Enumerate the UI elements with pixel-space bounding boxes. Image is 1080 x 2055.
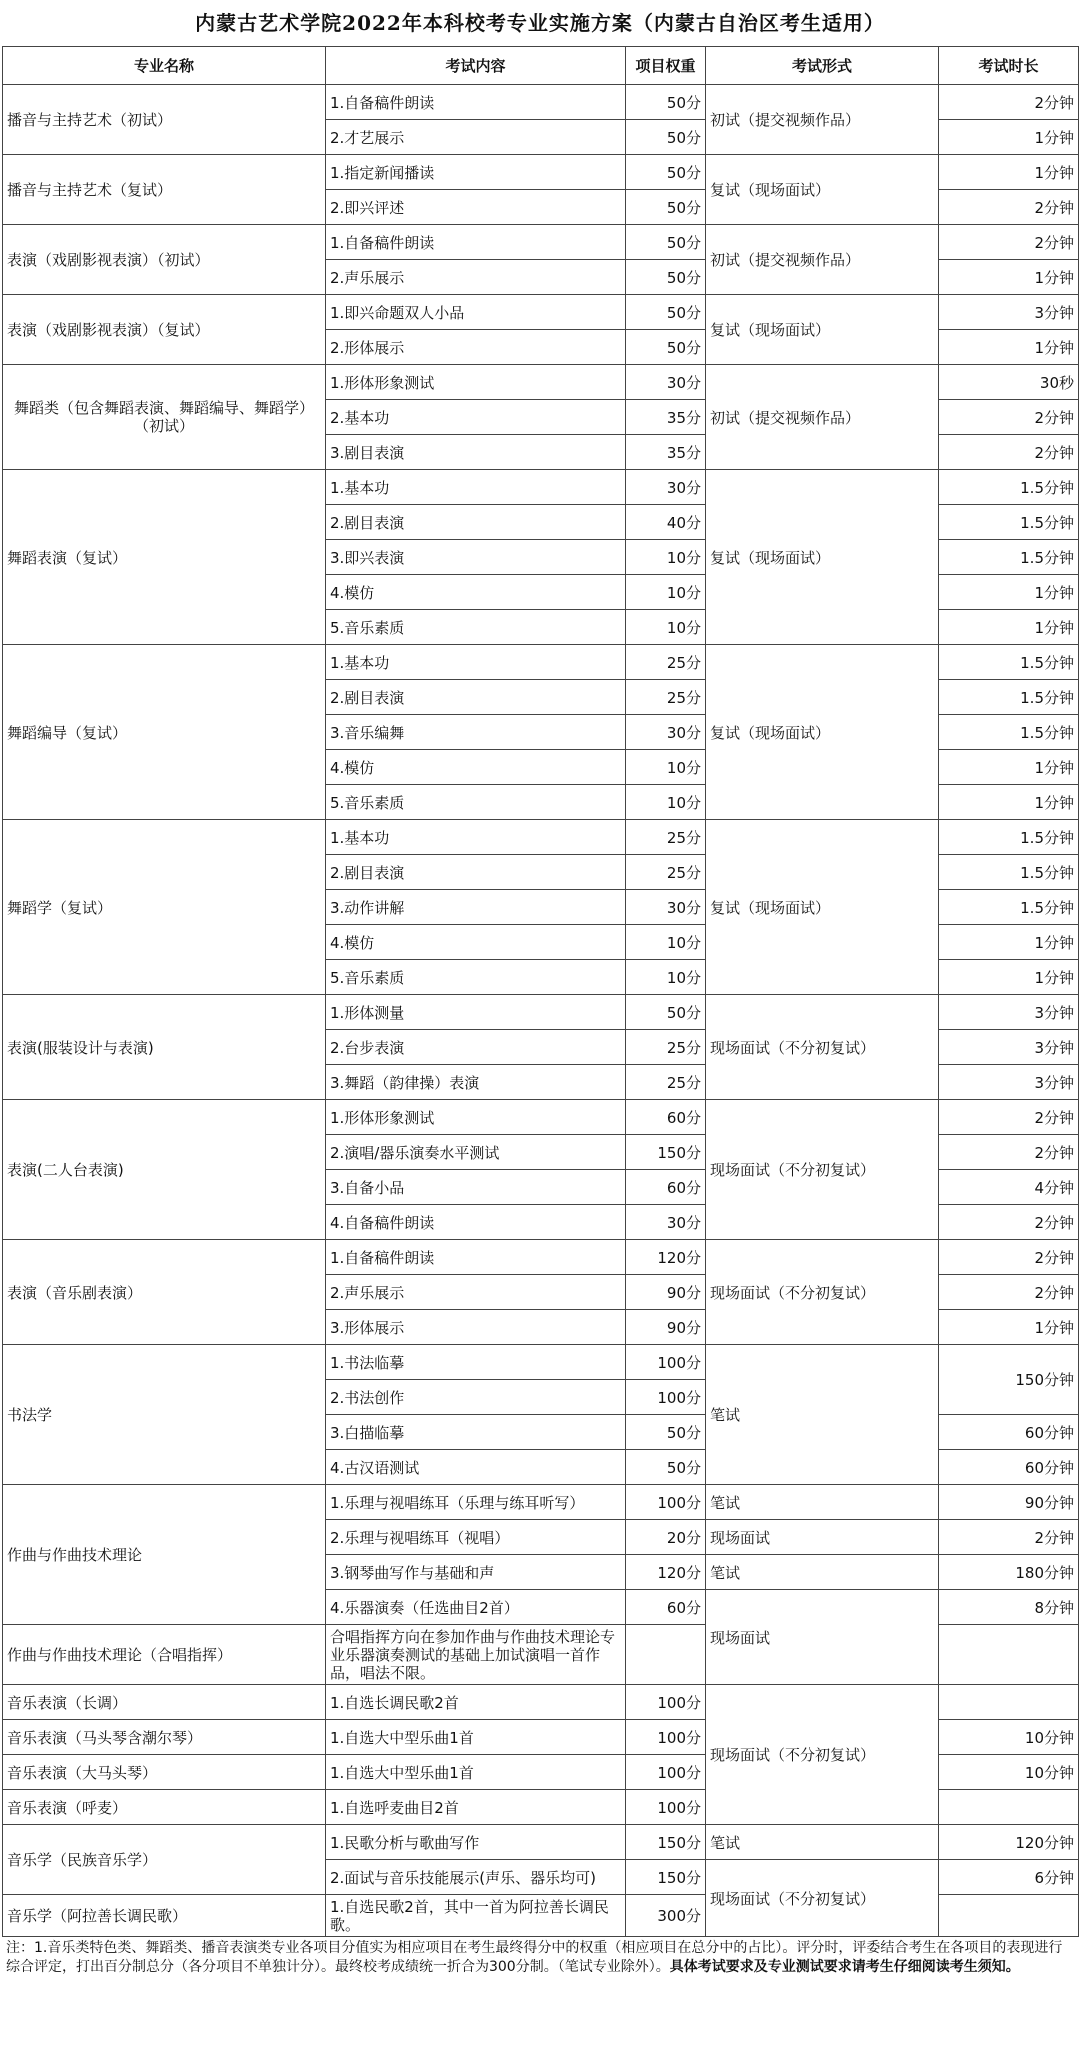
item-weight: 25分 (626, 855, 706, 890)
exam-form: 笔试 (706, 1825, 939, 1860)
exam-duration: 1分钟 (939, 785, 1079, 820)
exam-form: 现场面试（不分初复试） (706, 995, 939, 1100)
exam-duration: 4分钟 (939, 1170, 1079, 1205)
item-weight: 30分 (626, 1205, 706, 1240)
table-row (3, 1345, 1079, 1380)
exam-content: 3.白描临摹 (326, 1415, 626, 1450)
exam-duration (939, 1790, 1079, 1825)
exam-content: 2.声乐展示 (326, 1275, 626, 1310)
exam-duration: 2分钟 (939, 85, 1079, 120)
item-weight: 150分 (626, 1860, 706, 1895)
header-form: 考试形式 (706, 47, 939, 85)
exam-content: 5.音乐素质 (326, 785, 626, 820)
exam-form: 笔试 (706, 1555, 939, 1590)
table-row (3, 225, 1079, 260)
exam-form: 现场面试 (706, 1520, 939, 1555)
item-weight: 10分 (626, 540, 706, 575)
exam-content: 4.乐器演奏（任选曲目2首） (326, 1590, 626, 1625)
item-weight: 120分 (626, 1240, 706, 1275)
exam-duration: 150分钟 (939, 1345, 1079, 1415)
exam-duration: 1.5分钟 (939, 715, 1079, 750)
exam-content: 2.剧目表演 (326, 680, 626, 715)
major-name: 音乐表演（马头琴含潮尔琴） (3, 1720, 326, 1755)
exam-content: 2.即兴评述 (326, 190, 626, 225)
exam-content: 2.台步表演 (326, 1030, 626, 1065)
exam-form: 复试（现场面试） (706, 645, 939, 820)
exam-content: 1.自选大中型乐曲1首 (326, 1720, 626, 1755)
exam-form: 笔试 (706, 1485, 939, 1520)
exam-content: 2.才艺展示 (326, 120, 626, 155)
exam-duration: 3分钟 (939, 995, 1079, 1030)
item-weight: 10分 (626, 750, 706, 785)
header-content: 考试内容 (326, 47, 626, 85)
major-name: 音乐学（民族音乐学） (3, 1825, 326, 1895)
table-row (3, 1825, 1079, 1860)
exam-content: 1.乐理与视唱练耳（乐理与练耳听写） (326, 1485, 626, 1520)
major-name: 表演（戏剧影视表演）（复试） (3, 295, 326, 365)
exam-content: 1.书法临摹 (326, 1345, 626, 1380)
item-weight: 120分 (626, 1555, 706, 1590)
major-name: 舞蹈类（包含舞蹈表演、舞蹈编导、舞蹈学）（初试） (3, 365, 326, 470)
exam-content: 1.自备稿件朗读 (326, 1240, 626, 1275)
table-row (3, 1240, 1079, 1275)
exam-content: 1.自选长调民歌2首 (326, 1685, 626, 1720)
major-name: 作曲与作曲技术理论 (3, 1485, 326, 1625)
exam-duration: 3分钟 (939, 295, 1079, 330)
exam-content: 3.钢琴曲写作与基础和声 (326, 1555, 626, 1590)
exam-duration: 2分钟 (939, 190, 1079, 225)
exam-duration: 1分钟 (939, 610, 1079, 645)
exam-content: 2.基本功 (326, 400, 626, 435)
table-row (3, 1100, 1079, 1135)
major-name: 音乐学（阿拉善长调民歌） (3, 1895, 326, 1937)
exam-content: 3.舞蹈（韵律操）表演 (326, 1065, 626, 1100)
exam-duration: 2分钟 (939, 1135, 1079, 1170)
exam-duration: 1.5分钟 (939, 820, 1079, 855)
exam-duration: 180分钟 (939, 1555, 1079, 1590)
exam-content: 2.演唱/器乐演奏水平测试 (326, 1135, 626, 1170)
exam-content: 3.剧目表演 (326, 435, 626, 470)
major-name: 书法学 (3, 1345, 326, 1485)
item-weight: 25分 (626, 680, 706, 715)
table-row (3, 1485, 1079, 1520)
exam-content: 1.形体形象测试 (326, 1100, 626, 1135)
item-weight: 60分 (626, 1170, 706, 1205)
item-weight: 50分 (626, 190, 706, 225)
exam-content: 5.音乐素质 (326, 960, 626, 995)
major-name: 表演（音乐剧表演） (3, 1240, 326, 1345)
item-weight: 90分 (626, 1275, 706, 1310)
exam-duration: 1分钟 (939, 1310, 1079, 1345)
exam-content: 2.书法创作 (326, 1380, 626, 1415)
exam-duration: 1分钟 (939, 120, 1079, 155)
item-weight: 50分 (626, 120, 706, 155)
table-body (3, 85, 1079, 1937)
exam-duration: 1.5分钟 (939, 645, 1079, 680)
item-weight: 35分 (626, 435, 706, 470)
footnote (2, 1937, 1078, 1979)
item-weight: 50分 (626, 330, 706, 365)
item-weight: 150分 (626, 1825, 706, 1860)
exam-duration: 2分钟 (939, 1275, 1079, 1310)
exam-form: 现场面试（不分初复试） (706, 1685, 939, 1825)
exam-content: 1.即兴命题双人小品 (326, 295, 626, 330)
item-weight: 10分 (626, 575, 706, 610)
item-weight: 35分 (626, 400, 706, 435)
exam-duration: 3分钟 (939, 1065, 1079, 1100)
item-weight: 100分 (626, 1755, 706, 1790)
header-weight: 项目权重 (626, 47, 706, 85)
table-row (3, 155, 1079, 190)
exam-duration: 1分钟 (939, 260, 1079, 295)
exam-content: 4.模仿 (326, 750, 626, 785)
exam-content: 1.指定新闻播读 (326, 155, 626, 190)
exam-duration: 8分钟 (939, 1590, 1079, 1625)
footnote-text: 注：1.音乐类特色类、舞蹈类、播音表演类专业各项目分值实为相应项目在考生最终得分中的权重（相应项目在总分中的占比）。评分时，评委结合考生在各项目的表现进行综合评定，打出百分制总分（各分项目不单独计分）。最终校考成绩统一折合为300分制。（笔试专业除外）。 (6, 1940, 1063, 1975)
exam-content: 4.模仿 (326, 575, 626, 610)
exam-duration: 60分钟 (939, 1415, 1079, 1450)
exam-duration: 1.5分钟 (939, 540, 1079, 575)
exam-content: 2.剧目表演 (326, 855, 626, 890)
table-row (3, 470, 1079, 505)
item-weight: 30分 (626, 470, 706, 505)
exam-content: 2.剧目表演 (326, 505, 626, 540)
exam-content: 4.自备稿件朗读 (326, 1205, 626, 1240)
item-weight (626, 1625, 706, 1685)
table-row (3, 1685, 1079, 1720)
exam-duration: 90分钟 (939, 1485, 1079, 1520)
major-name: 表演（戏剧影视表演）（初试） (3, 225, 326, 295)
item-weight: 30分 (626, 890, 706, 925)
header-duration: 考试时长 (939, 47, 1079, 85)
exam-content: 4.古汉语测试 (326, 1450, 626, 1485)
exam-duration: 30秒 (939, 365, 1079, 400)
exam-duration: 6分钟 (939, 1860, 1079, 1895)
exam-content: 1.形体测量 (326, 995, 626, 1030)
exam-duration: 10分钟 (939, 1755, 1079, 1790)
exam-content: 2.形体展示 (326, 330, 626, 365)
table-row (3, 365, 1079, 400)
exam-content: 1.基本功 (326, 645, 626, 680)
item-weight: 100分 (626, 1485, 706, 1520)
major-name: 舞蹈学（复试） (3, 820, 326, 995)
exam-content: 2.面试与音乐技能展示(声乐、器乐均可) (326, 1860, 626, 1895)
item-weight: 50分 (626, 260, 706, 295)
item-weight: 50分 (626, 155, 706, 190)
item-weight: 100分 (626, 1685, 706, 1720)
major-name: 音乐表演（长调） (3, 1685, 326, 1720)
item-weight: 20分 (626, 1520, 706, 1555)
exam-duration: 10分钟 (939, 1720, 1079, 1755)
exam-content: 1.自备稿件朗读 (326, 85, 626, 120)
exam-duration: 1分钟 (939, 330, 1079, 365)
table-row (3, 995, 1079, 1030)
item-weight: 10分 (626, 960, 706, 995)
exam-duration: 2分钟 (939, 1240, 1079, 1275)
item-weight: 10分 (626, 610, 706, 645)
exam-content: 1.自选民歌2首，其中一首为阿拉善长调民歌。 (326, 1895, 626, 1937)
item-weight: 100分 (626, 1380, 706, 1415)
major-name: 播音与主持艺术（复试） (3, 155, 326, 225)
item-weight: 40分 (626, 505, 706, 540)
major-name: 舞蹈编导（复试） (3, 645, 326, 820)
exam-duration: 1.5分钟 (939, 470, 1079, 505)
item-weight: 10分 (626, 925, 706, 960)
header-major: 专业名称 (3, 47, 326, 85)
major-name: 音乐表演（大马头琴） (3, 1755, 326, 1790)
exam-duration (939, 1625, 1079, 1685)
exam-content: 1.自选呼麦曲目2首 (326, 1790, 626, 1825)
exam-plan-table (2, 46, 1079, 1937)
exam-form: 现场面试（不分初复试） (706, 1860, 939, 1937)
item-weight: 50分 (626, 85, 706, 120)
item-weight: 30分 (626, 365, 706, 400)
document-title: 内蒙古艺术学院2022年本科校考专业实施方案（内蒙古自治区考生适用） (195, 11, 885, 35)
exam-duration: 120分钟 (939, 1825, 1079, 1860)
major-name: 作曲与作曲技术理论（合唱指挥） (3, 1625, 326, 1685)
exam-form: 初试（提交视频作品） (706, 225, 939, 295)
exam-duration: 2分钟 (939, 1205, 1079, 1240)
item-weight: 50分 (626, 1415, 706, 1450)
table-row (3, 85, 1079, 120)
exam-content: 5.音乐素质 (326, 610, 626, 645)
item-weight: 60分 (626, 1590, 706, 1625)
exam-duration (939, 1895, 1079, 1937)
exam-duration: 2分钟 (939, 435, 1079, 470)
exam-form: 复试（现场面试） (706, 295, 939, 365)
exam-form: 现场面试（不分初复试） (706, 1100, 939, 1240)
exam-content: 1.民歌分析与歌曲写作 (326, 1825, 626, 1860)
item-weight: 60分 (626, 1100, 706, 1135)
item-weight: 50分 (626, 1450, 706, 1485)
exam-content: 1.形体形象测试 (326, 365, 626, 400)
exam-form: 复试（现场面试） (706, 820, 939, 995)
major-name: 音乐表演（呼麦） (3, 1790, 326, 1825)
table-row (3, 295, 1079, 330)
item-weight: 25分 (626, 645, 706, 680)
exam-duration: 2分钟 (939, 225, 1079, 260)
item-weight: 300分 (626, 1895, 706, 1937)
exam-content: 1.自选大中型乐曲1首 (326, 1755, 626, 1790)
item-weight: 50分 (626, 295, 706, 330)
exam-duration: 1.5分钟 (939, 890, 1079, 925)
exam-content: 4.模仿 (326, 925, 626, 960)
exam-content: 3.动作讲解 (326, 890, 626, 925)
exam-duration: 1.5分钟 (939, 505, 1079, 540)
major-name: 舞蹈表演（复试） (3, 470, 326, 645)
exam-content: 1.自备稿件朗读 (326, 225, 626, 260)
table-row (3, 645, 1079, 680)
item-weight: 50分 (626, 995, 706, 1030)
exam-duration: 1.5分钟 (939, 680, 1079, 715)
item-weight: 100分 (626, 1345, 706, 1380)
exam-form: 笔试 (706, 1345, 939, 1485)
exam-duration: 1分钟 (939, 575, 1079, 610)
major-name: 表演(服装设计与表演) (3, 995, 326, 1100)
major-name: 表演(二人台表演) (3, 1100, 326, 1240)
exam-content: 2.乐理与视唱练耳（视唱） (326, 1520, 626, 1555)
exam-form: 复试（现场面试） (706, 470, 939, 645)
exam-form: 现场面试 (706, 1590, 939, 1685)
exam-content: 1.基本功 (326, 470, 626, 505)
item-weight: 30分 (626, 715, 706, 750)
exam-form: 初试（提交视频作品） (706, 85, 939, 155)
exam-duration: 1分钟 (939, 155, 1079, 190)
exam-duration: 2分钟 (939, 400, 1079, 435)
item-weight: 50分 (626, 225, 706, 260)
header-row (3, 47, 1079, 85)
exam-content: 1.基本功 (326, 820, 626, 855)
exam-duration: 60分钟 (939, 1450, 1079, 1485)
item-weight: 25分 (626, 1065, 706, 1100)
exam-duration: 1分钟 (939, 960, 1079, 995)
exam-duration: 1分钟 (939, 750, 1079, 785)
item-weight: 90分 (626, 1310, 706, 1345)
exam-duration: 1.5分钟 (939, 855, 1079, 890)
item-weight: 150分 (626, 1135, 706, 1170)
major-name: 播音与主持艺术（初试） (3, 85, 326, 155)
exam-duration: 3分钟 (939, 1030, 1079, 1065)
item-weight: 100分 (626, 1790, 706, 1825)
exam-content: 3.音乐编舞 (326, 715, 626, 750)
item-weight: 25分 (626, 1030, 706, 1065)
exam-form: 初试（提交视频作品） (706, 365, 939, 470)
item-weight: 10分 (626, 785, 706, 820)
exam-content: 3.形体展示 (326, 1310, 626, 1345)
exam-content: 合唱指挥方向在参加作曲与作曲技术理论专业乐器演奏测试的基础上加试演唱一首作品，唱法不限。 (326, 1625, 626, 1685)
exam-duration: 2分钟 (939, 1520, 1079, 1555)
item-weight: 25分 (626, 820, 706, 855)
exam-content: 3.自备小品 (326, 1170, 626, 1205)
item-weight: 100分 (626, 1720, 706, 1755)
table-row (3, 820, 1079, 855)
exam-form: 复试（现场面试） (706, 155, 939, 225)
footnote-bold: 具体考试要求及专业测试要求请考生仔细阅读考生须知。 (669, 1959, 1020, 1975)
exam-duration (939, 1685, 1079, 1720)
exam-form: 现场面试（不分初复试） (706, 1240, 939, 1345)
exam-content: 2.声乐展示 (326, 260, 626, 295)
exam-content: 3.即兴表演 (326, 540, 626, 575)
exam-duration: 1分钟 (939, 925, 1079, 960)
exam-duration: 2分钟 (939, 1100, 1079, 1135)
